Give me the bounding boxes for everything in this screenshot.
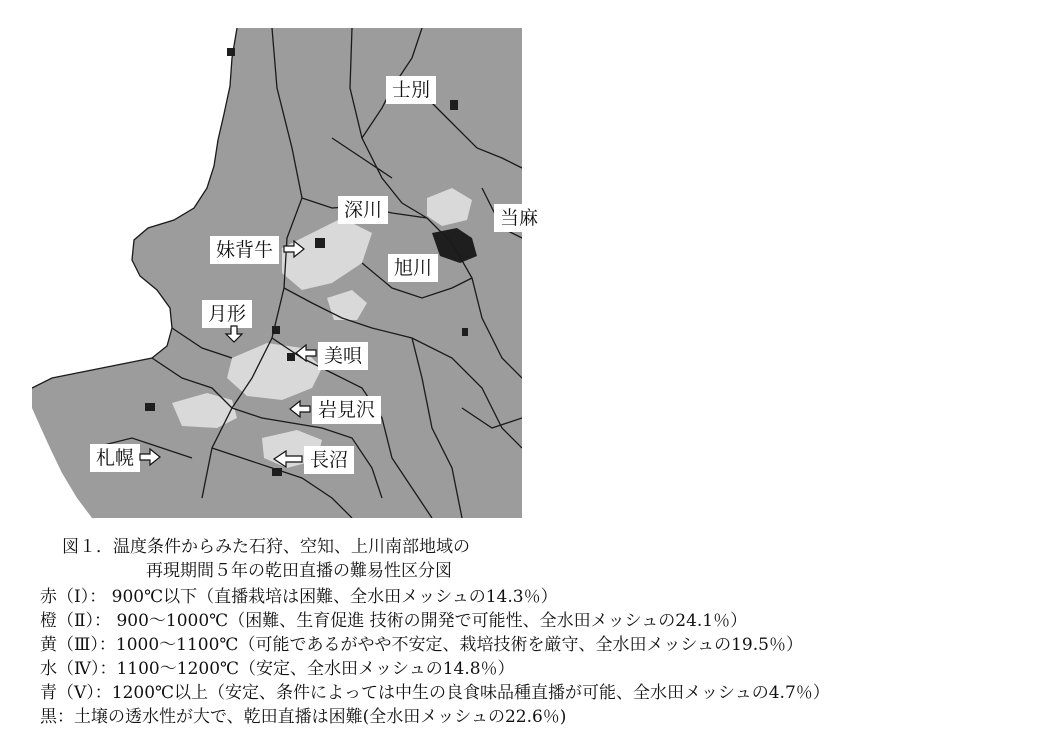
label-sapporo: 札幌 [90,444,140,472]
legend-key-yellow: 黄（Ⅲ）： [40,635,116,655]
legend-text-yellow: 1000～1100℃（可能であるがやや不安定、栽培技術を厳守、全水田メッシュの19.5％） [115,635,803,655]
legend-key-black: 黒： [40,707,74,727]
legend-item-orange [40,610,747,632]
label-naganuma: 長沼 [304,446,354,474]
legend-key-orange: 橙（Ⅱ）： [40,611,112,631]
label-toma: 当麻 [494,204,544,232]
legend-text-blue: 1200℃以上（安定、条件によっては中生の良食味品種直播が可能、全水田メッシュの4.7％） [111,683,830,703]
legend-text-black: 土壌の透水性が大で、乾田直播は困難(全水田メッシュの22.6％) [74,707,567,727]
caption-title-line2: 再現期間５年の乾田直播の難易性区分図 [146,561,452,581]
label-fukagawa: 深川 [338,196,388,224]
label-bibai: 美唄 [318,342,368,370]
label-shibetsu: 士別 [386,76,436,104]
label-moseushi: 妹背牛 [210,236,279,264]
legend-key-water: 水（Ⅳ）： [40,659,117,679]
caption-title-line1: 図１．温度条件からみた石狩、空知、上川南部地域の [62,537,470,557]
label-iwamizawa: 岩見沢 [312,396,381,424]
legend-text-orange: 900～1000℃（困難、生育促進 技術の開発で可能性、全水田メッシュの24.1％） [111,611,748,631]
legend-item-blue [40,682,830,704]
legend-item-black [40,706,566,728]
label-tsukigata: 月形 [202,300,252,328]
legend-item-yellow [40,634,803,656]
legend-item-water [40,658,515,680]
legend-text-water: 1100～1200℃（安定、全水田メッシュの14.8％） [116,659,515,679]
legend-key-red: 赤（Ⅰ）： [40,587,107,607]
map [32,28,539,518]
legend-text-red: 900℃以下（直播栽培は困難、全水田メッシュの14.3％） [106,587,558,607]
label-asahikawa: 旭川 [388,254,438,282]
legend-item-red [40,586,558,608]
legend-key-blue: 青（Ⅴ）： [40,683,112,703]
